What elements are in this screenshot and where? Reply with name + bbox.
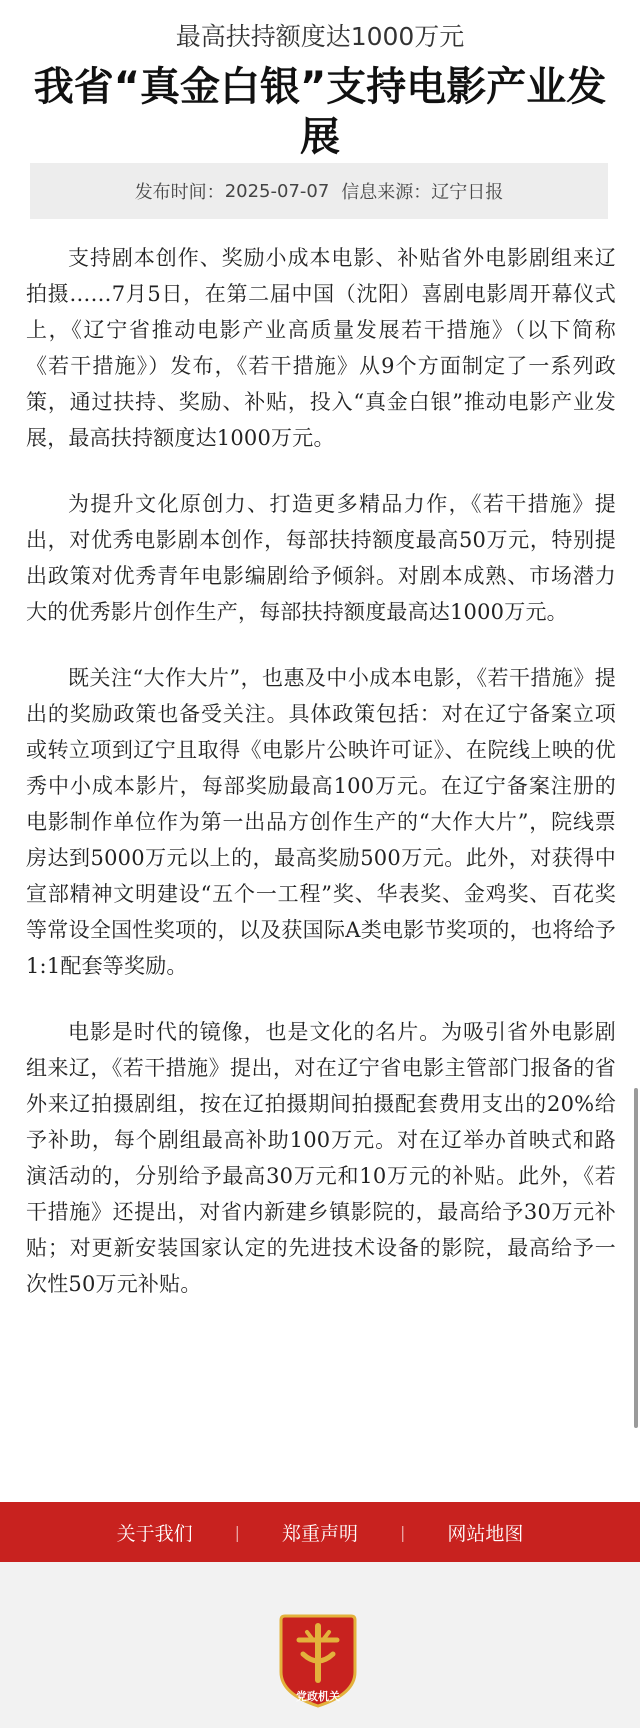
- footer-separator: |: [400, 1522, 406, 1542]
- article-paragraph: 电影是时代的镜像，也是文化的名片。为吸引省外电影剧组来辽，《若干措施》提出，对在辽宁省电影主管部门报备的省外来辽拍摄剧组，按在辽拍摄期间拍摄配套费用支出的20%给予补助，每个剧组最高补助100万元。对在辽举办首映式和路演活动的，分别给予最高30万元和10万元的补贴。此外，《若干措施》还提出，对省内新建乡镇影院的，最高给予30万元补贴；对更新安装国家认定的先进技术设备的影院，最高给予一次性50万元补贴。: [26, 1020, 616, 1296]
- source-value: 辽宁日报: [431, 182, 504, 203]
- emblem-label: 党政机关: [296, 1690, 340, 1703]
- article-title: 我省“真金白银”支持电影产业发展: [33, 64, 607, 160]
- footer-link-sitemap[interactable]: 网站地图: [447, 1522, 524, 1545]
- footer-bottom: [0, 1562, 640, 1728]
- article-paragraph: 为提升文化原创力、打造更多精品力作，《若干措施》提出，对优秀电影剧本创作，每部扶持额度最高50万元，特别提出政策对优秀青年电影编剧给予倾斜。对剧本成熟、市场潜力大的优秀影片创作生产，每部扶持额度最高达1000万元。: [26, 492, 616, 624]
- article-subtitle: 最高扶持额度达1000万元: [175, 22, 465, 51]
- article-paragraph: 既关注“大作大片”，也惠及中小成本电影，《若干措施》提出的奖励政策也备受关注。具体政策包括：对在辽宁备案立项或转立项到辽宁且取得《电影片公映许可证》、在院线上映的优秀中小成本影片，每部奖励最高100万元。在辽宁备案注册的电影制作单位作为第一出品方创作生产的“大作大片”，院线票房达到5000万元以上的，最高奖励500万元。此外，对获得中宣部精神文明建设“五个一工程”奖、华表奖、金鸡奖、百花奖等常设全国性奖项的，以及获国际A类电影节奖项的，也将给予1:1配套等奖励。: [26, 666, 616, 978]
- footer-nav: [0, 1502, 640, 1562]
- footer-separator: |: [234, 1522, 240, 1542]
- publish-time-label: 发布时间：: [134, 182, 225, 203]
- footer-link-disclaimer[interactable]: 郑重声明: [281, 1522, 358, 1545]
- party-government-emblem-icon[interactable]: [277, 1610, 359, 1710]
- article-body: [26, 240, 616, 1332]
- page-scrollbar[interactable]: [634, 1088, 638, 1428]
- article-meta-bar: [30, 163, 608, 219]
- article-paragraph: 支持剧本创作、奖励小成本电影、补贴省外电影剧组来辽拍摄……7月5日，在第二届中国（沈阳）喜剧电影周开幕仪式上，《辽宁省推动电影产业高质量发展若干措施》（以下简称《若干措施》）发布，《若干措施》从9个方面制定了一系列政策，通过扶持、奖励、补贴，投入“真金白银”推动电影产业发展，最高扶持额度达1000万元。: [26, 246, 616, 450]
- publish-time-value: 2025-07-07: [224, 180, 330, 202]
- footer-link-about-us[interactable]: 关于我们: [116, 1522, 193, 1545]
- source-label: 信息来源：: [341, 182, 432, 203]
